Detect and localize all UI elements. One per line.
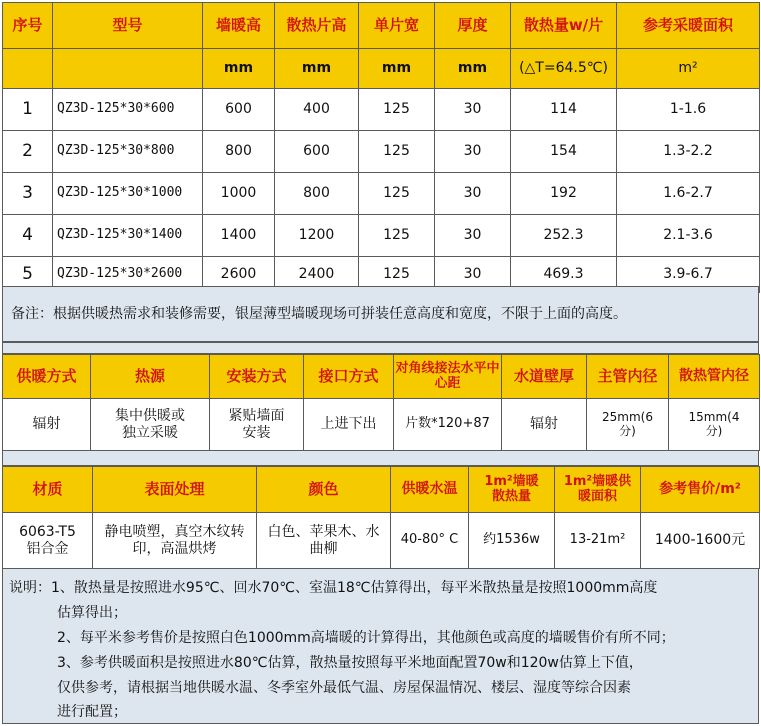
note-line: 进行配置； — [57, 704, 127, 720]
value-cell: 集中供暖或独立采暖 — [91, 399, 210, 451]
row-index: 4 — [3, 215, 53, 257]
model-cell: QZ3D-125*30*1400 — [53, 215, 203, 257]
install-header-row — [3, 355, 760, 399]
spacer-band — [2, 342, 759, 354]
value-cell: 30 — [435, 89, 511, 131]
header-cell: 散热片高 — [275, 3, 359, 49]
unit-cell — [53, 49, 203, 89]
header-cell: 供暖方式 — [3, 355, 91, 399]
header-cell: 墙暖高 — [203, 3, 275, 49]
header-cell: 型号 — [53, 3, 203, 49]
value-cell: 片数*120+87 — [394, 399, 502, 451]
remark-band — [2, 286, 759, 342]
header-cell: 1m²墙暖供暖面积 — [555, 467, 641, 513]
value-cell: 1400 — [203, 215, 275, 257]
spec-table — [2, 2, 760, 293]
header-cell: 材质 — [3, 467, 93, 513]
value-cell: 192 — [511, 173, 617, 215]
value-cell: 469.3 — [511, 257, 617, 293]
header-cell: 1m²墙暖散热量 — [469, 467, 555, 513]
row-index: 2 — [3, 131, 53, 173]
material-value-row — [3, 513, 760, 569]
header-cell: 散热量w/片 — [511, 3, 617, 49]
value-cell: 6063-T5铝合金 — [3, 513, 93, 569]
header-cell: 表面处理 — [93, 467, 257, 513]
value-cell: 2.1-3.6 — [617, 215, 760, 257]
table-row — [3, 131, 760, 173]
unit-cell: mm — [275, 49, 359, 89]
value-cell: 125 — [359, 173, 435, 215]
table-row — [3, 89, 760, 131]
value-cell: 600 — [275, 131, 359, 173]
row-index: 1 — [3, 89, 53, 131]
value-cell: 30 — [435, 215, 511, 257]
value-cell: 125 — [359, 131, 435, 173]
value-cell: 125 — [359, 257, 435, 293]
value-cell: 上进下出 — [304, 399, 394, 451]
model-cell: QZ3D-125*30*600 — [53, 89, 203, 131]
header-cell: 厚度 — [435, 3, 511, 49]
value-cell: 1.3-2.2 — [617, 131, 760, 173]
model-cell: QZ3D-125*30*800 — [53, 131, 203, 173]
value-cell: 白色、苹果木、水曲柳 — [257, 513, 391, 569]
value-cell: 600 — [203, 89, 275, 131]
unit-cell: mm — [203, 49, 275, 89]
material-table — [2, 466, 760, 569]
header-cell: 水道壁厚 — [502, 355, 587, 399]
note-line: 2、每平米参考售价是按照白色1000mm高墙暖的计算得出，其他颜色或高度的墙暖售价有所不同； — [57, 630, 675, 646]
header-cell: 对角线接法水平中心距 — [394, 355, 502, 399]
note-line: 3、参考供暖面积是按照进水80℃估算，散热量按照每平米地面配置70w和120w估算上下值， — [57, 655, 643, 671]
value-cell: 辐射 — [502, 399, 587, 451]
material-header-row — [3, 467, 760, 513]
header-cell: 参考售价/m² — [641, 467, 760, 513]
unit-cell: m² — [617, 49, 760, 89]
value-cell: 30 — [435, 173, 511, 215]
value-cell: 1000 — [203, 173, 275, 215]
install-value-row — [3, 399, 760, 451]
value-cell: 30 — [435, 131, 511, 173]
value-cell: 1200 — [275, 215, 359, 257]
value-cell: 125 — [359, 215, 435, 257]
header-cell: 安装方式 — [210, 355, 304, 399]
header-cell: 散热管内径 — [669, 355, 760, 399]
value-cell: 40-80° C — [391, 513, 469, 569]
model-cell: QZ3D-125*30*1000 — [53, 173, 203, 215]
header-cell: 热源 — [91, 355, 210, 399]
value-cell: 2600 — [203, 257, 275, 293]
notes-block — [2, 568, 759, 724]
value-cell: 800 — [275, 173, 359, 215]
value-cell: 1.6-2.7 — [617, 173, 760, 215]
row-index: 5 — [3, 257, 53, 293]
value-cell: 400 — [275, 89, 359, 131]
value-cell: 25mm(6分) — [587, 399, 669, 451]
install-table — [2, 354, 760, 451]
value-cell: 1400-1600元 — [641, 513, 760, 569]
value-cell: 辐射 — [3, 399, 91, 451]
value-cell: 252.3 — [511, 215, 617, 257]
row-index: 3 — [3, 173, 53, 215]
unit-cell — [3, 49, 53, 89]
header-cell: 供暖水温 — [391, 467, 469, 513]
value-cell: 静电喷塑，真空木纹转印，高温烘烤 — [93, 513, 257, 569]
value-cell: 紧贴墙面安装 — [210, 399, 304, 451]
note-line: 仅供参考，请根据当地供暖水温、冬季室外最低气温、房屋保温情况、楼层、湿度等综合因素 — [57, 680, 631, 696]
model-cell: QZ3D-125*30*2600 — [53, 257, 203, 293]
unit-cell: mm — [435, 49, 511, 89]
table-row — [3, 173, 760, 215]
header-cell: 参考采暖面积 — [617, 3, 760, 49]
value-cell: 30 — [435, 257, 511, 293]
note-line: 估算得出； — [57, 605, 127, 621]
header-cell: 单片宽 — [359, 3, 435, 49]
header-cell: 序号 — [3, 3, 53, 49]
note-line: 说明：1、散热量是按照进水95℃、回水70℃、室温18℃估算得出，每平米散热量是按照1000mm高度 — [9, 580, 658, 596]
value-cell: 114 — [511, 89, 617, 131]
table-row — [3, 215, 760, 257]
spacer-band — [2, 450, 759, 466]
value-cell: 1-1.6 — [617, 89, 760, 131]
value-cell: 15mm(4分) — [669, 399, 760, 451]
header-cell: 颜色 — [257, 467, 391, 513]
spec-header-row — [3, 3, 760, 49]
header-cell: 主管内径 — [587, 355, 669, 399]
value-cell: 13-21m² — [555, 513, 641, 569]
remark-text: 备注：根据供暖热需求和装修需要，银屋薄型墙暖现场可拼装任意高度和宽度，不限于上面的高度。 — [11, 306, 627, 322]
unit-cell: (△T=64.5℃) — [511, 49, 617, 89]
value-cell: 154 — [511, 131, 617, 173]
unit-cell: mm — [359, 49, 435, 89]
value-cell: 2400 — [275, 257, 359, 293]
value-cell: 3.9-6.7 — [617, 257, 760, 293]
value-cell: 约1536w — [469, 513, 555, 569]
value-cell: 800 — [203, 131, 275, 173]
value-cell: 125 — [359, 89, 435, 131]
header-cell: 接口方式 — [304, 355, 394, 399]
unit-row — [3, 49, 760, 89]
